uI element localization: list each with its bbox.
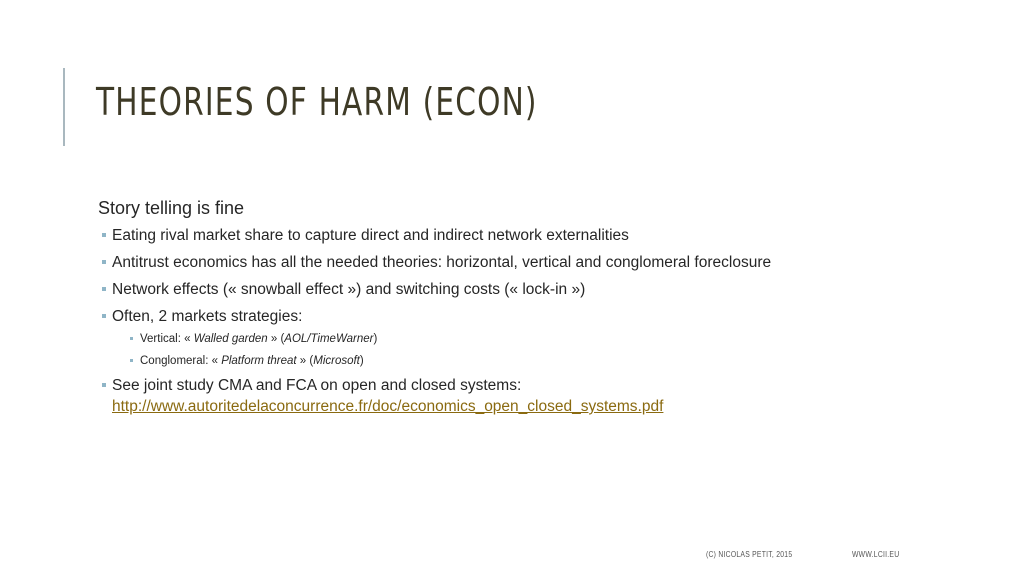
sub-bullet-italic: Platform threat [221,355,297,367]
bullet-item-study [98,375,978,417]
bullet-text: See joint study CMA and FCA on open and closed systems: [112,377,522,394]
footer-website: WWW.LCII.EU [852,550,900,559]
sub-bullet-middle: » ( [267,333,285,345]
sub-bullet-italic-company: Microsoft [313,355,360,367]
sub-bullet-conglomeral [112,353,978,369]
slide-body [98,198,978,423]
bullet-item [98,306,978,369]
bullet-item: Eating rival market share to capture direct and indirect network externalities [98,225,978,246]
bullet-text: Often, 2 markets strategies: [112,308,303,325]
lead-text: Story telling is fine [98,198,245,218]
sub-bullet-list [112,331,978,369]
sub-bullet-prefix: Vertical: « [140,333,194,345]
sub-bullet-italic-company: AOL/TimeWarner [284,333,374,345]
title-accent-bar [63,68,65,146]
footer-copyright: (C) NICOLAS PETIT, 2015 [706,550,793,559]
bullet-item: Antitrust economics has all the needed theories: horizontal, vertical and conglomeral foreclosure [98,252,978,273]
sub-bullet-vertical [112,331,978,347]
sub-bullet-prefix: Conglomeral: « [140,355,222,367]
study-link[interactable]: http://www.autoritedelaconcurrence.fr/doc/economics_open_closed_systems.pdf [112,398,664,415]
sub-bullet-suffix: ) [359,355,364,367]
sub-bullet-italic: Walled garden [193,333,268,345]
sub-bullet-suffix: ) [373,333,378,345]
slide-title: THEORIES OF HARM (ECON) [96,80,538,124]
bullet-item: Network effects (« snowball effect ») and switching costs (« lock-in ») [98,279,978,300]
bullet-list [98,225,978,417]
sub-bullet-middle: » ( [296,355,314,367]
